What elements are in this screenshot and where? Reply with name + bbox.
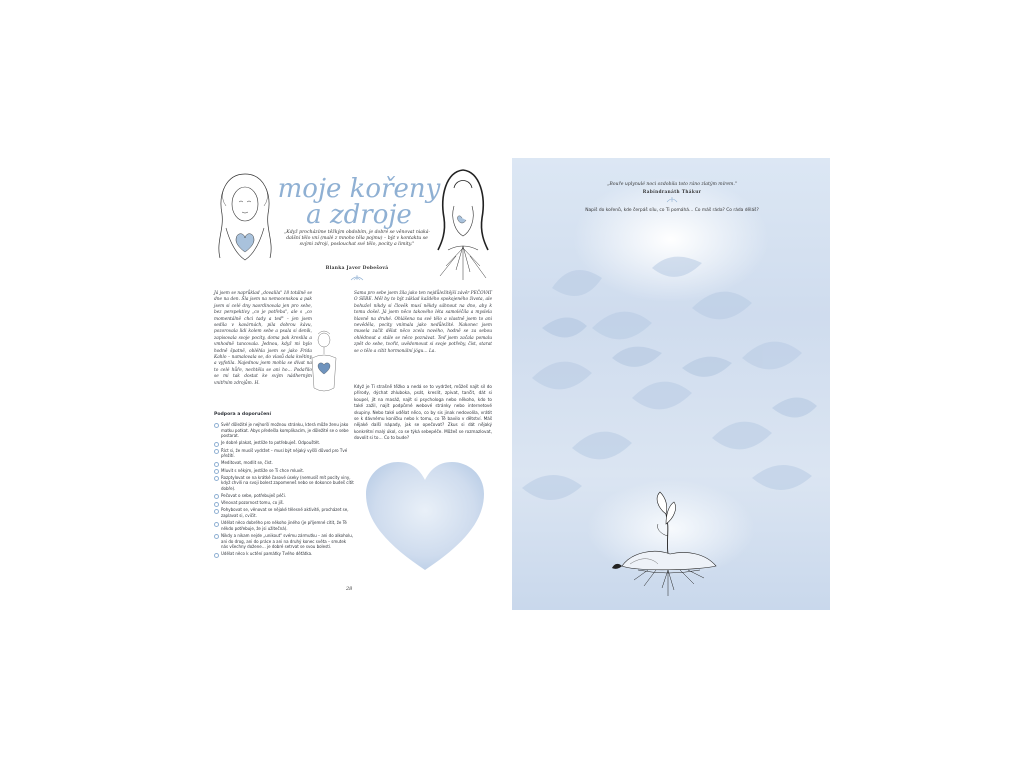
bullet-icon	[214, 494, 219, 499]
list-item: Meditovat, modlit se, číst.	[214, 460, 354, 466]
ornament-icon	[666, 197, 678, 203]
left-page	[194, 158, 512, 610]
page-title: moje kořeny a zdroje	[277, 174, 441, 230]
ornament-icon	[350, 275, 364, 281]
right-page	[512, 158, 830, 610]
list-item: Pohybovat se, věnovat se nějaké tělesné aktivitě, procházet se, zaplavat si, cvičit.	[214, 507, 354, 518]
bullet-icon	[214, 509, 219, 514]
bullet-icon	[214, 442, 219, 447]
list-item: Mluvit s někým, jestliže se Ti chce mluvit.	[214, 468, 354, 474]
bullet-icon	[214, 553, 219, 558]
page-number: 28	[346, 586, 353, 592]
woman-with-roots-illustration	[426, 166, 500, 286]
list-item: Je dobré plakat, jestliže to potřebuješ. Odpouštět.	[214, 440, 354, 446]
list-item: Říct si, že musíš vydržet – musí být nějaký vyšší důvod pro Tvé přežití.	[214, 448, 354, 459]
list-item: Pečovat o sebe, potřebuješ péči.	[214, 493, 354, 499]
list-item: Věnovat pozornost tomu, co jíš.	[214, 500, 354, 506]
list-item: Udělat něco k uctění památky Tvého děťátka.	[214, 551, 354, 557]
list-item: Udělat něco dobrého pro někoho jiného (je příjemné cítit, že Tě někdo potřebuje, že jsi užitečná).	[214, 520, 354, 531]
list-item: Rozptylovat se na krátké časové úseky (nemusíš mít pocity viny, když chvíli na svoji bolest zapomeneš nebo se dokonce budeš cítit dobře).	[214, 475, 354, 492]
intro-author: Blanka Javor Dobešová	[325, 266, 389, 271]
story-right-column: Sama pro sebe jsem žila jako ten nejdůležitější závěr PEČOVAT O SEBE. Měl by to být základ každého spokojeného života, ale bohužel nikdy si člověk musí někdy sáhnout na dno, aby k tomu došel. Já jsem něco takového léta samoléčila a myslela hlavně na druhé. Ohlášena na své tělo a vlastně jsem to ani nevěděla, pocity vnímala jako nedůležité. Nakonec jsem musela začít dělat něco zcela nového, hodně se za sebou ohlédnout a stále se něco poznávat. Teď jsem začala pomalu zpět do sebe, tvořit, uvědomovat si svoje potřeby, číst, starat se o tělo a cítit hormonální jógu… La.	[354, 291, 492, 354]
intro-quote: „Když procházíme těžkým obdobím, je dobré se věnovat niaká-dalšní tělo vní (malé z mnoho těla pojmu) – být v kontaktu se svými zdroji, poslouchat své tělo, pocity a limity."	[283, 230, 431, 248]
watercolor-heart-illustration	[362, 458, 488, 576]
advice-paragraph: Když je Ti strašně těžko a nedá se to vydržet, můžeš najít sil do přírody, dýchat zhluboka, psát, kreslit, zpívat, tančit, dát si koupel, jít na masáž, najít si psychologa nebo někoho, kdo to také zažil, najít podpůrné webové stránky nebo internetové skupiny. Nebo také udělat něco, co by sis jinak nedovolila, vrátit se k dávnému koníčku nebo k tomu, co Tě bavilo v dětství. Máš nějaké další nápady, jak se opečovat? Zkus si dát nějaký konkrétní malý úkol, co se týká sebepéče. Můžeš se rozmazlovat, dovolit si to… Co to bude?	[354, 384, 492, 441]
bullet-icon	[214, 502, 219, 507]
support-heading: Podpora a doporučení	[214, 412, 272, 417]
woman-with-heart-sketch	[302, 328, 346, 398]
support-list	[214, 422, 354, 559]
bullet-icon	[214, 423, 219, 428]
bullet-icon	[214, 462, 219, 467]
bullet-icon	[214, 534, 219, 539]
quote-text: „Bouře uplynulé noci ozdobila toto ráno zlatým mírem."	[607, 182, 737, 187]
quote-author: Rabíndranáth Thákur	[642, 189, 702, 194]
bullet-icon	[214, 522, 219, 527]
list-item: Svěř důležité je nejhorší možnou stránku, která může ženu jako matku potkat. Abys předešla komplikacím, je důležité se o sebe postarat.	[214, 422, 354, 439]
list-item: Nikdy a nikam nejde „unikout" svému zármutku – ani do alkoholu, ani do drog, ani do práce a ani na druhý konec světa – smutek nás všechny dožene… je dobré setrvat se svou bolestí.	[214, 533, 354, 550]
seedling-with-roots-illustration	[608, 484, 728, 604]
bullet-icon	[214, 476, 219, 481]
story-left-column: Já jsem se naprůklad „dovalila" 18 totálně se dne na den. Šla jsem na nemocenskou a pak jsem si celé dny naordinovala jen pro sebe, bez perspektivy „co je potřeba", ale s „co momentálně chci tady a teď" – jen jsem sedila v kavárnách, pila dobrou kávu, pozorovala lidi kolem sebe a psala si deník, zapisovala svoje pocity, doma pak kreslila a vmhodně tancovala. Jednou, když mi bylo hodně špatně, obléhla jsem se jako Frida Kahlo – namalovala se, do vlasů dala květiny a vyfotila. Najednou jsem mohla se dívat na to celé hůře, nechtěla se ani ho… Podařilo se mi tak dostat ke svým nádherným vnitřním zdrojům. H.	[214, 291, 312, 386]
bullet-icon	[214, 449, 219, 454]
bullet-icon	[214, 469, 219, 474]
woman-hugging-heart-illustration	[212, 168, 278, 268]
writing-prompt: Napiš do kořenů, kde čerpáš sílu, co Ti pomáhá… Co máš ráda? Co ráda děláš?	[585, 208, 759, 213]
